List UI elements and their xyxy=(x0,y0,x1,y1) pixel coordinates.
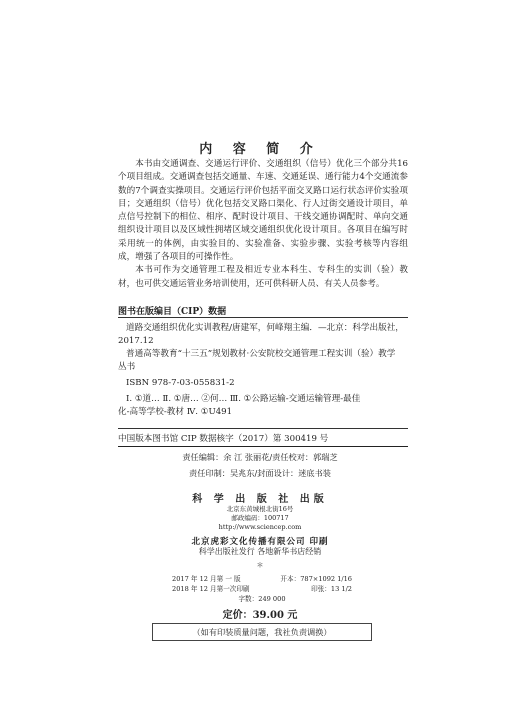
editor-credit-text: 责任编辑：余 江 张丽花/责任校对：郭瑞芝 xyxy=(182,452,338,462)
cip-line-3: 普通高等教育“十三五”规划教材·公安院校交通管理工程实训（验）教学 xyxy=(126,349,396,359)
specs-row-1 xyxy=(172,574,352,584)
cip-isbn: ISBN 978-7-03-055831-2 xyxy=(126,378,235,388)
quality-notice: （如有印装质量问题，我社负责调换） xyxy=(152,623,372,641)
printer-name: 北京虎彩文化传播有限公司 印刷 xyxy=(191,537,329,547)
cip-line-6: Ⅰ. ①道… Ⅱ. ①唐… ②何… Ⅲ. ①公路运输-交通运输管理-最佳 xyxy=(126,394,361,404)
edition: 2017 年 12 月第 一 版 xyxy=(172,575,241,583)
editor-credits xyxy=(0,452,520,463)
publisher-name: 科 学 出 版 社 出版 xyxy=(192,494,328,505)
sheets: 印张：13 1/2 xyxy=(311,585,352,593)
cip-top-rule xyxy=(118,317,408,318)
cip-line-1: 道路交通组织优化实训教程/唐建军，何峰翔主编．—北京：科学出版社， xyxy=(126,323,404,333)
publisher-address: 北京东黄城根北街16号 xyxy=(226,505,294,513)
distributor: 科学出版社发行 各地新华书店经销 xyxy=(198,547,322,556)
price: 定价：39.00 元 xyxy=(222,610,298,621)
cip-number: 中国版本图书馆 CIP 数据核字（2017）第 300419 号 xyxy=(118,434,329,444)
separator-star: ＊ xyxy=(256,561,264,569)
intro-paragraph-1: 本书由交通调查、交通运行评价、交通组织（信号）优化三个部分共16个项目组成。交通调查包括交通量、车速、交通延误、通行能力4个交通流参数的7个调查实操项目。交通运行评价包括平面交叉路口运行状态评价实验项目；交通组织（信号）优化包括交叉路口渠化、行人过街交通设计项目，单点信号控制下的相位、相序、配时设计项目、干线交通协调配时、单向交通组织设计项目以及区域性拥堵区域交通组织优化设计项目。各项目在编写时采用统一的体例，由实验目的、实验准备、实验步骤、实验考核等内容组成，增强了各项目的可操作性。 xyxy=(118,159,408,263)
cip-line-4: 丛书 xyxy=(118,362,136,372)
cip-mid-rule xyxy=(118,428,408,429)
intro-paragraph-2: 本书可作为交通管理工程及相近专业本科生、专科生的实训（验）教材，也可供交通运管业务培训使用，还可供科研人员、有关人员参考。 xyxy=(118,265,408,289)
cip-block xyxy=(118,322,408,419)
production-credits xyxy=(0,468,520,479)
printing: 2018 年 12 月第一次印刷 xyxy=(172,585,250,593)
cip-bottom-rule xyxy=(118,446,408,447)
cip-heading: 图书在版编目（CIP）数据 xyxy=(118,307,227,317)
word-count: 字数：249 000 xyxy=(238,595,286,603)
specs-row-2 xyxy=(172,584,352,594)
format: 开本：787×1092 1/16 xyxy=(280,575,352,583)
publisher-block xyxy=(0,490,520,547)
intro-title: 内 容 简 介 xyxy=(199,142,321,157)
cip-line-2: 2017.12 xyxy=(118,336,154,346)
publisher-postcode: 邮政编码：100717 xyxy=(231,514,289,522)
publisher-website: http://www.sciencep.com xyxy=(218,523,302,531)
print-specs xyxy=(172,574,352,604)
production-credit-text: 责任印制：吴兆东/封面设计：迷底书装 xyxy=(189,468,331,478)
cip-line-7: 化-高等学校-教材 Ⅳ. ①U491 xyxy=(118,407,233,417)
intro-body xyxy=(118,158,408,291)
